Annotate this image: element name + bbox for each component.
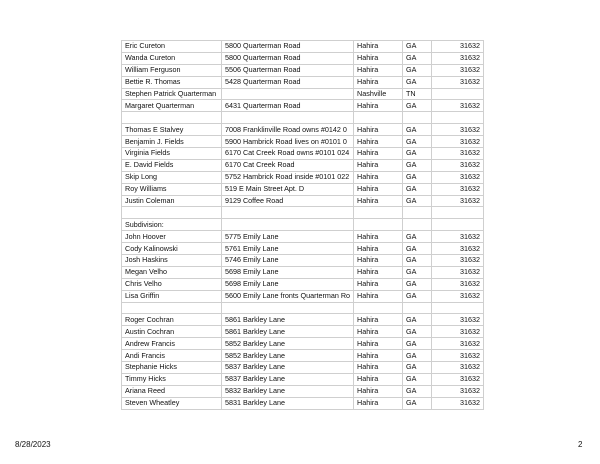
zip-cell: 31632 — [432, 373, 484, 385]
table-row — [122, 195, 484, 207]
name-cell — [122, 302, 222, 314]
table-row — [122, 100, 484, 112]
table-row — [122, 302, 484, 314]
table-row — [122, 397, 484, 409]
city-cell: Hahira — [354, 266, 403, 278]
zip-cell: 31632 — [432, 171, 484, 183]
city-cell: Hahira — [354, 148, 403, 160]
name-cell: John Hoover — [122, 231, 222, 243]
zip-cell: 31632 — [432, 243, 484, 255]
address-cell: 5506 Quarterman Road — [222, 64, 354, 76]
zip-cell: 31632 — [432, 76, 484, 88]
address-cell: 5800 Quarterman Road — [222, 41, 354, 53]
zip-cell: 31632 — [432, 278, 484, 290]
state-cell: GA — [403, 159, 432, 171]
city-cell: Hahira — [354, 373, 403, 385]
table-row — [122, 290, 484, 302]
city-cell: Hahira — [354, 290, 403, 302]
name-cell: Chris Velho — [122, 278, 222, 290]
city-cell: Hahira — [354, 41, 403, 53]
state-cell — [403, 302, 432, 314]
name-cell: Benjamin J. Fields — [122, 136, 222, 148]
zip-cell: 31632 — [432, 314, 484, 326]
address-cell — [222, 112, 354, 124]
zip-cell — [432, 112, 484, 124]
city-cell: Hahira — [354, 385, 403, 397]
name-cell: Stephen Patrick Quarterman — [122, 88, 222, 100]
state-cell: GA — [403, 385, 432, 397]
state-cell: GA — [403, 290, 432, 302]
table-row — [122, 326, 484, 338]
table-row — [122, 219, 484, 231]
city-cell: Nashville — [354, 88, 403, 100]
table-row — [122, 148, 484, 160]
name-cell: Josh Haskins — [122, 255, 222, 267]
state-cell: GA — [403, 41, 432, 53]
name-cell: Cody Kalinowski — [122, 243, 222, 255]
address-cell: 5698 Emily Lane — [222, 278, 354, 290]
address-cell: 6431 Quarterman Road — [222, 100, 354, 112]
state-cell: GA — [403, 124, 432, 136]
address-cell: 5428 Quarterman Road — [222, 76, 354, 88]
zip-cell: 31632 — [432, 326, 484, 338]
state-cell: GA — [403, 350, 432, 362]
table-row — [122, 362, 484, 374]
name-cell: Stephanie Hicks — [122, 362, 222, 374]
state-cell: TN — [403, 88, 432, 100]
table-row — [122, 231, 484, 243]
address-cell — [222, 207, 354, 219]
state-cell: GA — [403, 231, 432, 243]
address-cell: 5698 Emily Lane — [222, 266, 354, 278]
zip-cell: 31632 — [432, 397, 484, 409]
address-cell: 6170 Cat Creek Road — [222, 159, 354, 171]
name-cell: Virginia Fields — [122, 148, 222, 160]
city-cell — [354, 112, 403, 124]
state-cell: GA — [403, 278, 432, 290]
address-cell: 6170 Cat Creek Road owns #0101 024 — [222, 148, 354, 160]
page-number: 2 — [578, 440, 583, 449]
address-cell: 5861 Barkley Lane — [222, 326, 354, 338]
state-cell: GA — [403, 255, 432, 267]
table-row — [122, 159, 484, 171]
state-cell: GA — [403, 171, 432, 183]
state-cell — [403, 219, 432, 231]
name-cell: Steven Wheatley — [122, 397, 222, 409]
name-cell: E. David Fields — [122, 159, 222, 171]
address-cell: 5832 Barkley Lane — [222, 385, 354, 397]
address-cell: 5761 Emily Lane — [222, 243, 354, 255]
zip-cell: 31632 — [432, 41, 484, 53]
city-cell: Hahira — [354, 243, 403, 255]
zip-cell: 31632 — [432, 362, 484, 374]
zip-cell: 31632 — [432, 159, 484, 171]
address-cell: 7008 Franklinville Road owns #0142 0 — [222, 124, 354, 136]
city-cell: Hahira — [354, 183, 403, 195]
city-cell: Hahira — [354, 195, 403, 207]
zip-cell: 31632 — [432, 338, 484, 350]
city-cell — [354, 207, 403, 219]
address-cell: 5775 Emily Lane — [222, 231, 354, 243]
name-cell: Subdivision: — [122, 219, 222, 231]
address-cell: 5900 Hambrick Road lives on #0101 0 — [222, 136, 354, 148]
zip-cell — [432, 207, 484, 219]
address-cell: 5752 Hambrick Road inside #0101 022 — [222, 171, 354, 183]
table-row — [122, 41, 484, 53]
name-cell: Thomas E Stalvey — [122, 124, 222, 136]
table-row — [122, 385, 484, 397]
state-cell: GA — [403, 64, 432, 76]
name-cell: Margaret Quarterman — [122, 100, 222, 112]
table-row — [122, 350, 484, 362]
zip-cell: 31632 — [432, 385, 484, 397]
table-row — [122, 124, 484, 136]
state-cell: GA — [403, 136, 432, 148]
city-cell: Hahira — [354, 52, 403, 64]
table-row — [122, 314, 484, 326]
zip-cell: 31632 — [432, 195, 484, 207]
zip-cell: 31632 — [432, 290, 484, 302]
city-cell: Hahira — [354, 231, 403, 243]
name-cell: Andrew Francis — [122, 338, 222, 350]
state-cell — [403, 207, 432, 219]
address-cell: 5852 Barkley Lane — [222, 338, 354, 350]
city-cell — [354, 219, 403, 231]
state-cell: GA — [403, 326, 432, 338]
address-cell: 9129 Coffee Road — [222, 195, 354, 207]
city-cell: Hahira — [354, 326, 403, 338]
table-row — [122, 52, 484, 64]
city-cell: Hahira — [354, 100, 403, 112]
table-row — [122, 278, 484, 290]
zip-cell: 31632 — [432, 266, 484, 278]
name-cell: Lisa Griffin — [122, 290, 222, 302]
city-cell: Hahira — [354, 76, 403, 88]
table-row — [122, 255, 484, 267]
table-row — [122, 136, 484, 148]
city-cell: Hahira — [354, 159, 403, 171]
name-cell: Bettie R. Thomas — [122, 76, 222, 88]
state-cell: GA — [403, 266, 432, 278]
zip-cell: 31632 — [432, 64, 484, 76]
address-table — [121, 40, 484, 410]
state-cell: GA — [403, 100, 432, 112]
address-cell: 5800 Quarterman Road — [222, 52, 354, 64]
city-cell: Hahira — [354, 136, 403, 148]
name-cell: Andi Francis — [122, 350, 222, 362]
table-row — [122, 88, 484, 100]
zip-cell: 31632 — [432, 52, 484, 64]
address-cell: 5861 Barkley Lane — [222, 314, 354, 326]
name-cell: Roger Cochran — [122, 314, 222, 326]
address-cell: 5600 Emily Lane fronts Quarterman Ro — [222, 290, 354, 302]
state-cell: GA — [403, 148, 432, 160]
table-row — [122, 373, 484, 385]
table-row — [122, 171, 484, 183]
zip-cell — [432, 88, 484, 100]
table-row — [122, 112, 484, 124]
name-cell: Wanda Cureton — [122, 52, 222, 64]
name-cell — [122, 207, 222, 219]
zip-cell: 31632 — [432, 231, 484, 243]
city-cell: Hahira — [354, 64, 403, 76]
name-cell: Austin Cochran — [122, 326, 222, 338]
address-cell: 5831 Barkley Lane — [222, 397, 354, 409]
name-cell: Skip Long — [122, 171, 222, 183]
table-row — [122, 266, 484, 278]
name-cell: Megan Velho — [122, 266, 222, 278]
state-cell: GA — [403, 183, 432, 195]
name-cell: Timmy Hicks — [122, 373, 222, 385]
address-cell: 519 E Main Street Apt. D — [222, 183, 354, 195]
state-cell: GA — [403, 362, 432, 374]
zip-cell — [432, 302, 484, 314]
city-cell: Hahira — [354, 314, 403, 326]
name-cell: William Ferguson — [122, 64, 222, 76]
name-cell — [122, 112, 222, 124]
city-cell: Hahira — [354, 397, 403, 409]
state-cell: GA — [403, 338, 432, 350]
table-row — [122, 207, 484, 219]
city-cell: Hahira — [354, 362, 403, 374]
zip-cell: 31632 — [432, 100, 484, 112]
state-cell: GA — [403, 373, 432, 385]
address-cell: 5746 Emily Lane — [222, 255, 354, 267]
zip-cell: 31632 — [432, 255, 484, 267]
city-cell: Hahira — [354, 171, 403, 183]
zip-cell: 31632 — [432, 350, 484, 362]
state-cell: GA — [403, 314, 432, 326]
city-cell: Hahira — [354, 255, 403, 267]
zip-cell: 31632 — [432, 183, 484, 195]
state-cell: GA — [403, 195, 432, 207]
footer-date: 8/28/2023 — [15, 440, 51, 449]
state-cell: GA — [403, 397, 432, 409]
state-cell — [403, 112, 432, 124]
table-row — [122, 183, 484, 195]
address-cell — [222, 88, 354, 100]
table-row — [122, 338, 484, 350]
city-cell: Hahira — [354, 350, 403, 362]
name-cell: Roy Williams — [122, 183, 222, 195]
city-cell: Hahira — [354, 338, 403, 350]
city-cell — [354, 302, 403, 314]
state-cell: GA — [403, 52, 432, 64]
state-cell: GA — [403, 243, 432, 255]
address-cell — [222, 219, 354, 231]
address-cell: 5852 Barkley Lane — [222, 350, 354, 362]
name-cell: Ariana Reed — [122, 385, 222, 397]
name-cell: Justin Coleman — [122, 195, 222, 207]
table-row — [122, 76, 484, 88]
city-cell: Hahira — [354, 278, 403, 290]
city-cell: Hahira — [354, 124, 403, 136]
zip-cell: 31632 — [432, 136, 484, 148]
address-cell — [222, 302, 354, 314]
address-cell: 5837 Barkley Lane — [222, 362, 354, 374]
table-row — [122, 243, 484, 255]
zip-cell — [432, 219, 484, 231]
name-cell: Eric Cureton — [122, 41, 222, 53]
zip-cell: 31632 — [432, 124, 484, 136]
address-cell: 5837 Barkley Lane — [222, 373, 354, 385]
zip-cell: 31632 — [432, 148, 484, 160]
table-row — [122, 64, 484, 76]
state-cell: GA — [403, 76, 432, 88]
address-table-body — [122, 41, 484, 410]
